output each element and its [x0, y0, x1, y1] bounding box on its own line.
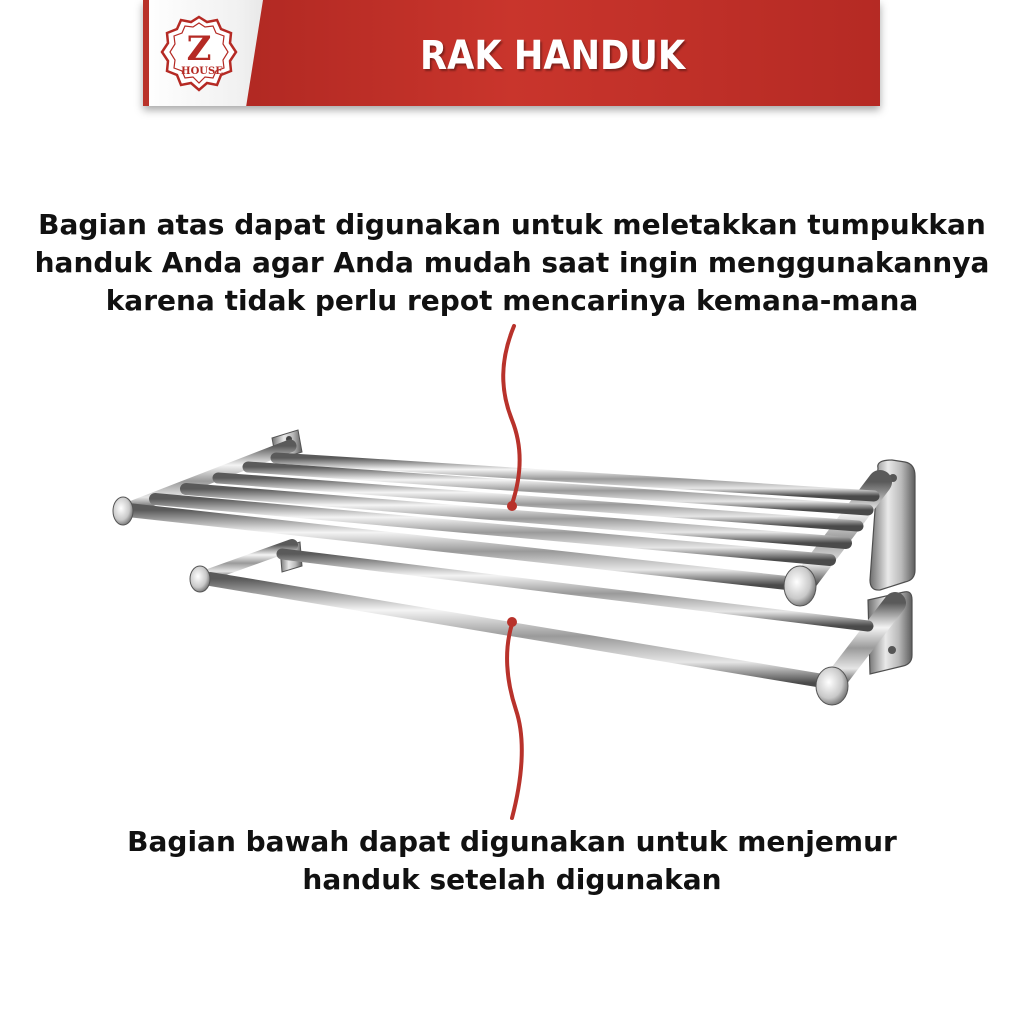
caption-top-line: Bagian atas dapat digunakan untuk meletakkan tumpukkan [38, 208, 986, 241]
caption-top-line: karena tidak perlu repot mencarinya kemana-mana [105, 284, 919, 317]
caption-bottom [0, 823, 1024, 899]
logo-brand-name: HOUSE [181, 66, 223, 77]
page-title: RAK HANDUK [420, 33, 686, 79]
pointer-bottom [507, 624, 522, 818]
pointer-top-dot [507, 501, 517, 511]
caption-bottom-line: handuk setelah digunakan [302, 863, 722, 896]
caption-bottom-line: Bagian bawah dapat digunakan untuk menjemur [127, 825, 897, 858]
pointer-bottom-dot [507, 617, 517, 627]
caption-top-line: handuk Anda agar Anda mudah saat ingin menggunakannya [34, 246, 990, 279]
logo-letter: Z [186, 29, 212, 69]
